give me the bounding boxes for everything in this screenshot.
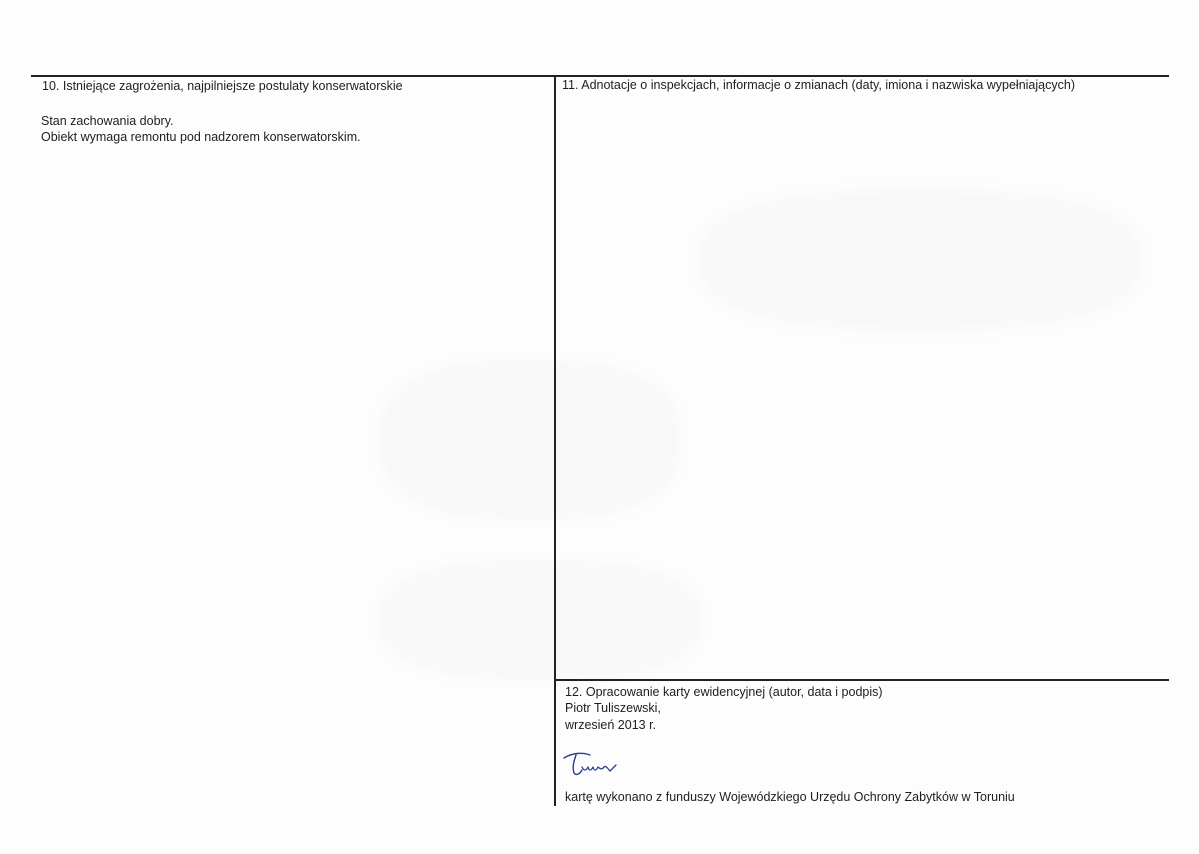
scan-show-through <box>700 190 1140 330</box>
column-divider <box>554 75 556 806</box>
funding-note: kartę wykonano z funduszy Wojewódzkiego Urzędu Ochrony Zabytków w Toruniu <box>565 790 1015 804</box>
section10-line: Obiekt wymaga remontu pod nadzorem konserwatorskim. <box>41 130 361 144</box>
signature-icon <box>560 749 630 779</box>
scan-show-through <box>380 360 680 520</box>
section10-body <box>41 113 361 145</box>
section10-heading: 10. Istniejące zagrożenia, najpilniejsze postulaty konserwatorskie <box>42 79 403 93</box>
section12-top-border <box>555 679 1169 681</box>
author-name: Piotr Tuliszewski, <box>565 701 661 715</box>
author-date: wrzesień 2013 r. <box>565 718 657 732</box>
section10-line: Stan zachowania dobry. <box>41 114 174 128</box>
section12-heading: 12. Opracowanie karty ewidencyjnej (autor, data i podpis) <box>565 685 883 699</box>
section11-heading: 11. Adnotacje o inspekcjach, informacje o zmianach (daty, imiona i nazwiska wypełniających) <box>562 78 1075 92</box>
scan-show-through <box>380 560 700 680</box>
